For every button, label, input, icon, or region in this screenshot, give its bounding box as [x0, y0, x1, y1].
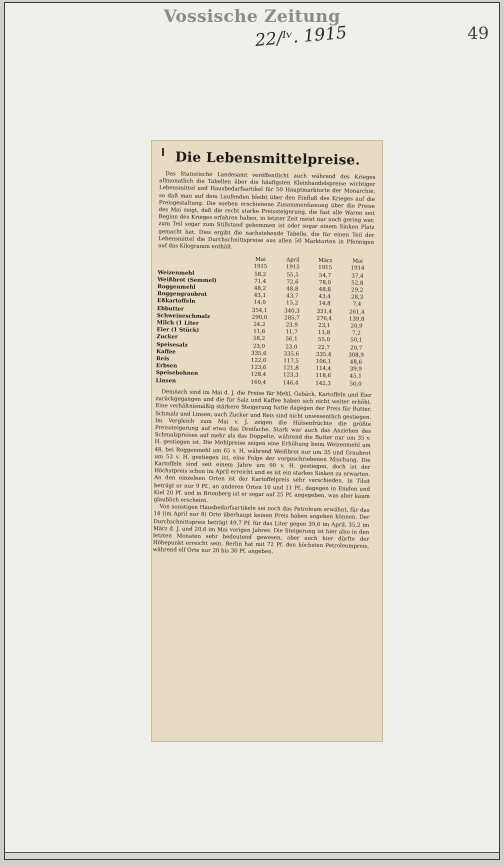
table-cell-price: 340,3 — [284, 307, 300, 315]
table-cell-price: 52,8 — [351, 280, 364, 287]
table-cell-price: 48,2 — [253, 285, 267, 293]
table-cell-price: 72,6 — [286, 279, 299, 286]
table-cell-price: 55,5 — [286, 272, 299, 279]
table-cell-price: 43,1 — [253, 293, 266, 300]
table-cell-price: 50,1 — [350, 337, 363, 345]
price-table-body — [156, 270, 374, 389]
table-cell-item: Speisesalz — [156, 341, 188, 349]
table-cell-price: 48,6 — [349, 359, 362, 366]
table-cell-price: 117,5 — [283, 358, 299, 365]
newspaper-clipping — [152, 141, 382, 741]
table-cell-price: 128,4 — [250, 372, 267, 379]
table-cell-item: Roggengraubrot — [157, 291, 208, 299]
table-cell-price: 285,7 — [284, 315, 300, 322]
table-cell-price: 15,2 — [286, 300, 299, 308]
table-cell-price: 54,7 — [318, 272, 332, 279]
table-cell-price: 11,8 — [317, 330, 331, 337]
table-cell-item: Weizenmehl — [157, 269, 195, 277]
column-header-year: 1915 — [318, 265, 333, 272]
table-cell-price: 290,0 — [251, 314, 268, 321]
table-cell-item: Erbsen — [155, 363, 178, 370]
table-cell-price: 14,0 — [253, 300, 266, 307]
table-cell-item: Linsen — [155, 377, 177, 385]
table-cell-price: 23,9 — [285, 322, 298, 329]
table-cell-price: 39,9 — [349, 366, 362, 373]
table-cell-price: 71,4 — [254, 278, 267, 285]
table-cell-price: 55,0 — [317, 337, 330, 344]
table-cell-price: 118,6 — [315, 373, 332, 380]
table-cell-item: Kaffee — [156, 348, 176, 356]
table-cell-price: 142,3 — [315, 380, 331, 387]
table-cell-price: 139,8 — [348, 316, 365, 323]
column-header-year: 1914 — [350, 265, 365, 273]
column-header-year: 1915 — [285, 264, 300, 272]
column-header-month: April — [286, 257, 300, 264]
table-cell-item: Schweineschmalz — [156, 312, 211, 320]
table-cell-price: 122,0 — [250, 357, 267, 365]
table-cell-price: 7,4 — [352, 301, 362, 309]
table-cell-price: 24,2 — [253, 321, 266, 329]
article-paragraph-2: Demnach sind im Mai d. J. die Preise für Mehl, Gebäck, Kartoffeln und Eier zurückgegangen und die für Salz und Kaffee haben sich nicht weiter erhöht. Eine verhältnismäßig stärkere Steigerung hatte dagegen der Preis für Butter, Schmalz und Linsen; auch Zucker und Reis sind nicht unwesentlich gestiegen. Im Vergleich zum Mai v. J. zeigen die Hülsenfrüchte die größte Preissteigerung auf etwa das Dreifache. Stark war auch das Anziehen des Schmalzpreises auf mehr als das Doppelte, während die Butter nur um 35 v. H. gestiegen ist. Die Mehlpreise zeigen eine Erhöhung beim Weizenmehl um 48, bei Roggenmehl um 65 v. H. während Weißbrot nur um 35 und Graubrot um 53 v. H. gestiegen ist, eine Folge der vorgeschriebenen Mischung. Die Kartoffeln sind seit einem Jahre um 90 v. H. gestiegen, doch ist der Höchstpreis schon im April erreicht und es ist ein starkes Sinken zu erwarten. An den einzelnen Orten ist der Kartoffelpreis sehr verschieden. In Tilsit beträgt er nur 9 Pf., an anderen Orten 10 und 11 Pf., dagegen in Emden und Kiel 20 Pf. und in Bromberg ist er sogar auf 25 Pf. angegeben, was aber kaum glaublich erscheint. — [153, 389, 372, 504]
table-cell-price: 335,6 — [251, 350, 267, 357]
table-cell-item: Weißbrot (Semmel) — [157, 276, 217, 284]
table-cell-price: 23,0 — [285, 344, 298, 351]
table-cell-price: 43,4 — [318, 294, 331, 301]
table-cell-price: 58,2 — [254, 271, 267, 278]
article-title: Die Lebensmittelpreise. — [175, 149, 361, 169]
table-cell-item: Zucker — [156, 334, 178, 341]
table-cell-price: 14,8 — [318, 301, 331, 308]
table-cell-price: 29,2 — [351, 287, 364, 294]
table-cell-price: 20,7 — [350, 345, 363, 352]
table-cell-item: Roggenmehl — [157, 284, 196, 291]
column-header-year: 1915 — [253, 264, 268, 271]
table-cell-price: 331,4 — [316, 308, 333, 315]
handwritten-date: 22/ᴵᵛ. 1915 — [254, 23, 348, 51]
table-cell-item: Ebbutter — [157, 305, 184, 313]
table-cell-price: 7,2 — [352, 330, 361, 337]
table-cell-price: 48,8 — [286, 286, 299, 293]
table-cell-price: 335,4 — [315, 351, 332, 359]
table-cell-price: 114,4 — [315, 366, 332, 373]
table-cell-item: Milch (1 Liter — [156, 320, 199, 327]
column-header-month: Mai — [255, 257, 266, 264]
table-cell-price: 11,6 — [253, 329, 266, 336]
table-cell-price: 335,6 — [283, 351, 300, 358]
pin-mark — [162, 148, 164, 156]
archive-page — [4, 2, 500, 860]
table-cell-price: 276,4 — [316, 315, 333, 323]
table-cell-price: 354,1 — [251, 307, 268, 314]
table-cell-item: Speisebohnen — [155, 370, 199, 378]
column-header-month: März — [318, 258, 333, 265]
table-cell-price: 146,4 — [282, 380, 299, 387]
column-header-month: Mai — [352, 258, 363, 265]
table-cell-price: 160,4 — [250, 379, 267, 386]
table-cell-price: 37,4 — [351, 273, 364, 280]
table-cell-price: 261,4 — [349, 309, 365, 316]
table-cell-price: 50,0 — [349, 381, 362, 388]
table-cell-price: 58,2 — [253, 336, 266, 343]
table-cell-price: 308,9 — [348, 352, 364, 359]
table-cell-price: 43,7 — [286, 293, 299, 300]
table-cell-price: 56,1 — [285, 336, 298, 344]
price-table — [156, 255, 374, 388]
table-cell-price: 123,6 — [250, 365, 267, 372]
article-intro: Das Statistische Landesamt veröffentlicht auch während des Krieges allmonatlich die Tabellen über die häufigsten Kleinhandelspreise wichtiger Lebensmittel und Hausbedarfsartikel für 50 Hauptmarktorte der Monarchie, so daß man auf dem Laufenden bleibt über den Einfluß des Krieges auf die Preisgestaltung. Die soeben erschienene Zusammenfassung über die Preise des Mai zeigt, daß die recht starke Preissteigerung, die fast alle Waren seit Beginn des Krieges erfahren haben, in letzter Zeit meist nur noch gering war, zum Teil sogar zum Stillstand gekommen ist oder sogar einem Sinken Platz gemacht hat. Dies ergibt die nachstehende Tabelle, die für einen Teil der Lebensmittel die Durchschnittspreise aus allen 50 Marktorten in Pfennigen auf das Kilogramm enthält. — [158, 171, 376, 251]
page-number: 49 — [467, 24, 489, 44]
article-paragraph-3: Von sonstigen Hausbedarfsartikeln sei noch das Petroleum erwähnt, für das 14 (im April nur 8) Orte überhaupt keinen Preis haben angeben können. Der Durchschnittspreis beträgt 49,7 Pf. für das Liter gegen 39,6 im April, 35,2 im März d. J. und 20,6 im Mai vorigen Jahres. Die Steigerung ist hier also in den letzten Monaten sehr bedeutend gewesen, aber auch hier dürfte der Höhepunkt erreicht sein. Berlin hat mit 72 Pf. den höchsten Petroleumpreis, während elf Orte nur 20 bis 30 Pf. angeben. — [152, 504, 370, 556]
table-cell-item: Eßkartoffeln — [157, 298, 196, 306]
publication-title: Vossische Zeitung — [163, 7, 341, 27]
table-cell-price: 106,1 — [315, 358, 332, 366]
table-cell-price: 23,1 — [318, 322, 331, 330]
table-cell-price: 22,7 — [317, 344, 330, 351]
table-cell-item: Eier (1 Stück) — [156, 327, 200, 335]
table-cell-price: 45,1 — [349, 373, 362, 381]
table-cell-price: 11,7 — [285, 329, 298, 336]
table-cell-price: 78,0 — [318, 279, 331, 286]
table-cell-price: 20,9 — [350, 323, 363, 330]
table-cell-price: 121,8 — [283, 365, 299, 372]
table-cell-price: 23,0 — [252, 343, 266, 350]
table-cell-price: 123,3 — [283, 372, 299, 380]
table-cell-price: 48,8 — [318, 286, 331, 294]
table-cell-price: 28,3 — [351, 294, 364, 301]
table-cell-item: Reis — [156, 356, 170, 363]
